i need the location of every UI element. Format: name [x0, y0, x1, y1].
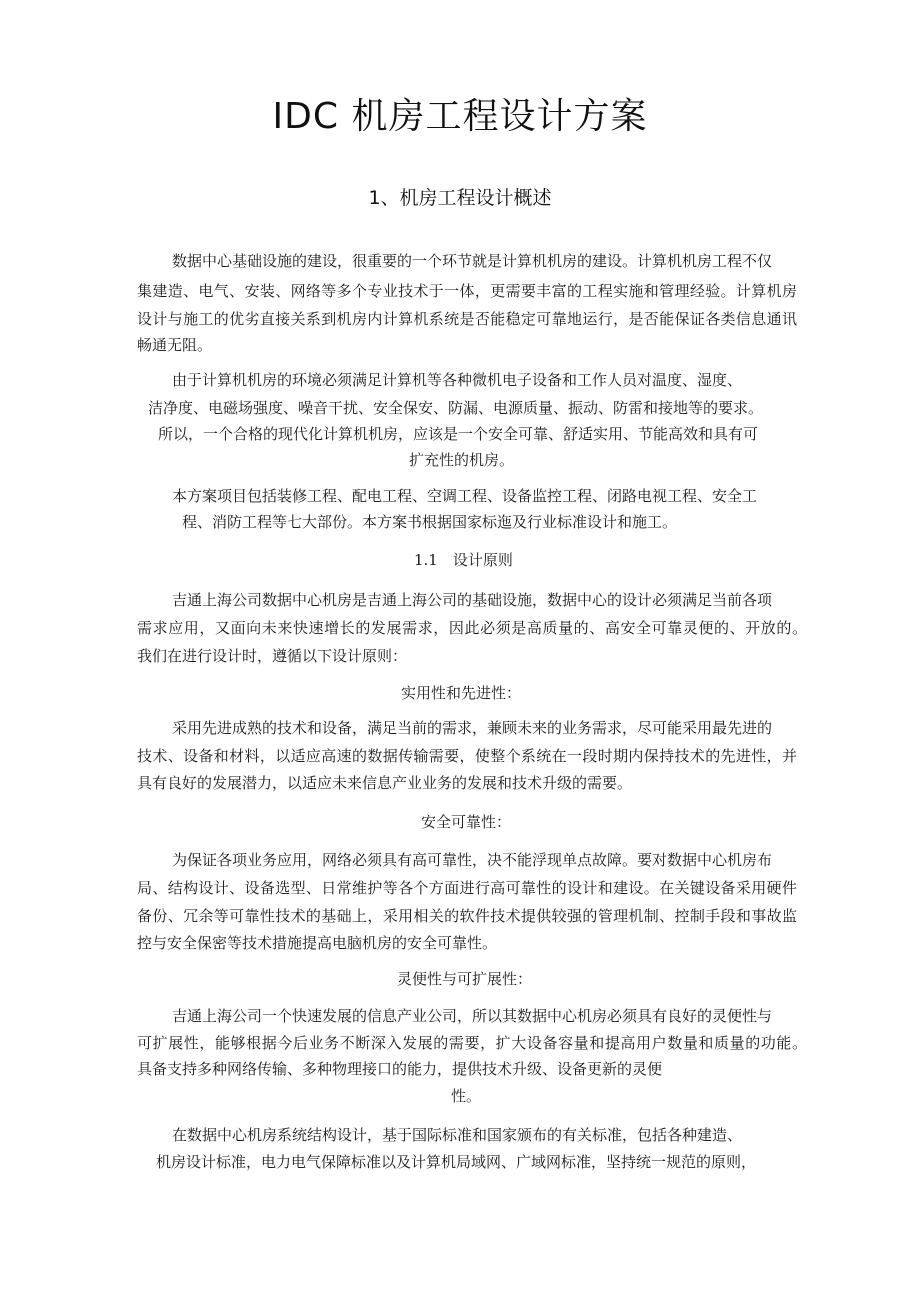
- paragraph-line: 畅通无阻。: [137, 336, 213, 354]
- paragraph-line: 机房设计标准，电力电气保障标准以及计算机局域网、广域网标准，坚持统一规范的原则，: [156, 1153, 757, 1171]
- paragraph-line: 集建造、电气、安装、网络等多个专业技术于一体，更需要丰富的工程实施和管理经验。计算机房: [137, 282, 797, 300]
- paragraph-line: 可扩展性，能够根据今后业务不断深入发展的需要，扩大设备容量和提高用户数量和质量的功能。: [137, 1034, 807, 1052]
- paragraph-line: 备份、冗余等可靠性技术的基础上，采用相关的软件技术提供较强的管理机制、控制手段和事故监: [137, 907, 797, 925]
- paragraph-line: 扩充性的机房。: [409, 451, 515, 469]
- paragraph-line: 在数据中心机房系统结构设计，基于国际标准和国家颁布的有关标准，包括各种建造、: [172, 1126, 743, 1144]
- paragraph-line: 采用先进成熟的技术和设备，满足当前的需求，兼顾未来的业务需求，尽可能采用最先进的: [172, 719, 773, 737]
- paragraph-line: 数据中心基础设施的建设，很重要的一个环节就是计算机机房的建设。计算机机房工程不仅: [172, 252, 773, 270]
- subheading-safety: 安全可靠性：: [421, 813, 512, 831]
- document-title: IDC 机房工程设计方案: [272, 96, 648, 137]
- paragraph-line: 设计与施工的优劣直接关系到机房内计算机系统是否能稳定可靠地运行，是否能保证各类信息通讯: [137, 310, 797, 328]
- section-heading-1-1: 1.1 设计原则: [414, 551, 513, 569]
- paragraph-line: 吉通上海公司数据中心机房是吉通上海公司的基础设施，数据中心的设计必须满足当前各项: [172, 591, 773, 609]
- paragraph-line: 需求应用，又面向未来快速增长的发展需求，因此必须是高质量的、高安全可靠灵便的、开放的。: [137, 619, 807, 637]
- section-heading-1: 1、机房工程设计概述: [368, 187, 552, 209]
- paragraph-line: 程、消防工程等七大部份。本方案书根据国家标迤及行业标准设计和施工。: [182, 513, 678, 531]
- paragraph-line: 由于计算机机房的环境必须满足计算机等各种微机电子设备和工作人员对温度、湿度、: [172, 371, 743, 389]
- paragraph-line: 局、结构设计、设备选型、日常维护等各个方面进行高可靠性的设计和建设。在关键设备采用硬件: [137, 879, 797, 897]
- paragraph-line: 控与安全保密等技术措施提高电脑机房的安全可靠性。: [137, 934, 498, 952]
- paragraph-line: 洁净度、电磁场强度、噪音干扰、安全保安、防漏、电源质量、振动、防雷和接地等的要求。: [148, 399, 764, 417]
- paragraph-line: 为保证各项业务应用，网络必须具有高可靠性，决不能浮现单点故障。要对数据中心机房布: [172, 851, 773, 869]
- paragraph-line: 我们在进行设计时，遵循以下设计原则：: [137, 647, 408, 665]
- paragraph-line: 具有良好的发展潜力，以适应未来信息产业业务的发展和技术升级的需要。: [137, 774, 633, 792]
- paragraph-line: 吉通上海公司一个快速发展的信息产业公司，所以其数据中心机房必须具有良好的灵便性与: [172, 1007, 773, 1025]
- paragraph-line: 所以，一个合格的现代化计算机机房，应该是一个安全可靠、舒适实用、节能高效和具有可: [158, 425, 759, 443]
- paragraph-line: 性。: [451, 1087, 482, 1105]
- paragraph-line: 技术、设备和材料，以适应高速的数据传输需要，使整个系统在一段时期内保持技术的先进性，并: [137, 747, 797, 765]
- subheading-flexibility: 灵便性与可扩展性：: [397, 970, 533, 988]
- paragraph-line: 本方案项目包括装修工程、配电工程、空调工程、设备监控工程、闭路电视工程、安全工: [172, 487, 758, 505]
- paragraph-line: 具备支持多种网络传输、多种物理接口的能力，提供技术升级、设备更新的灵便: [137, 1060, 663, 1078]
- subheading-practical: 实用性和先进性：: [401, 684, 522, 702]
